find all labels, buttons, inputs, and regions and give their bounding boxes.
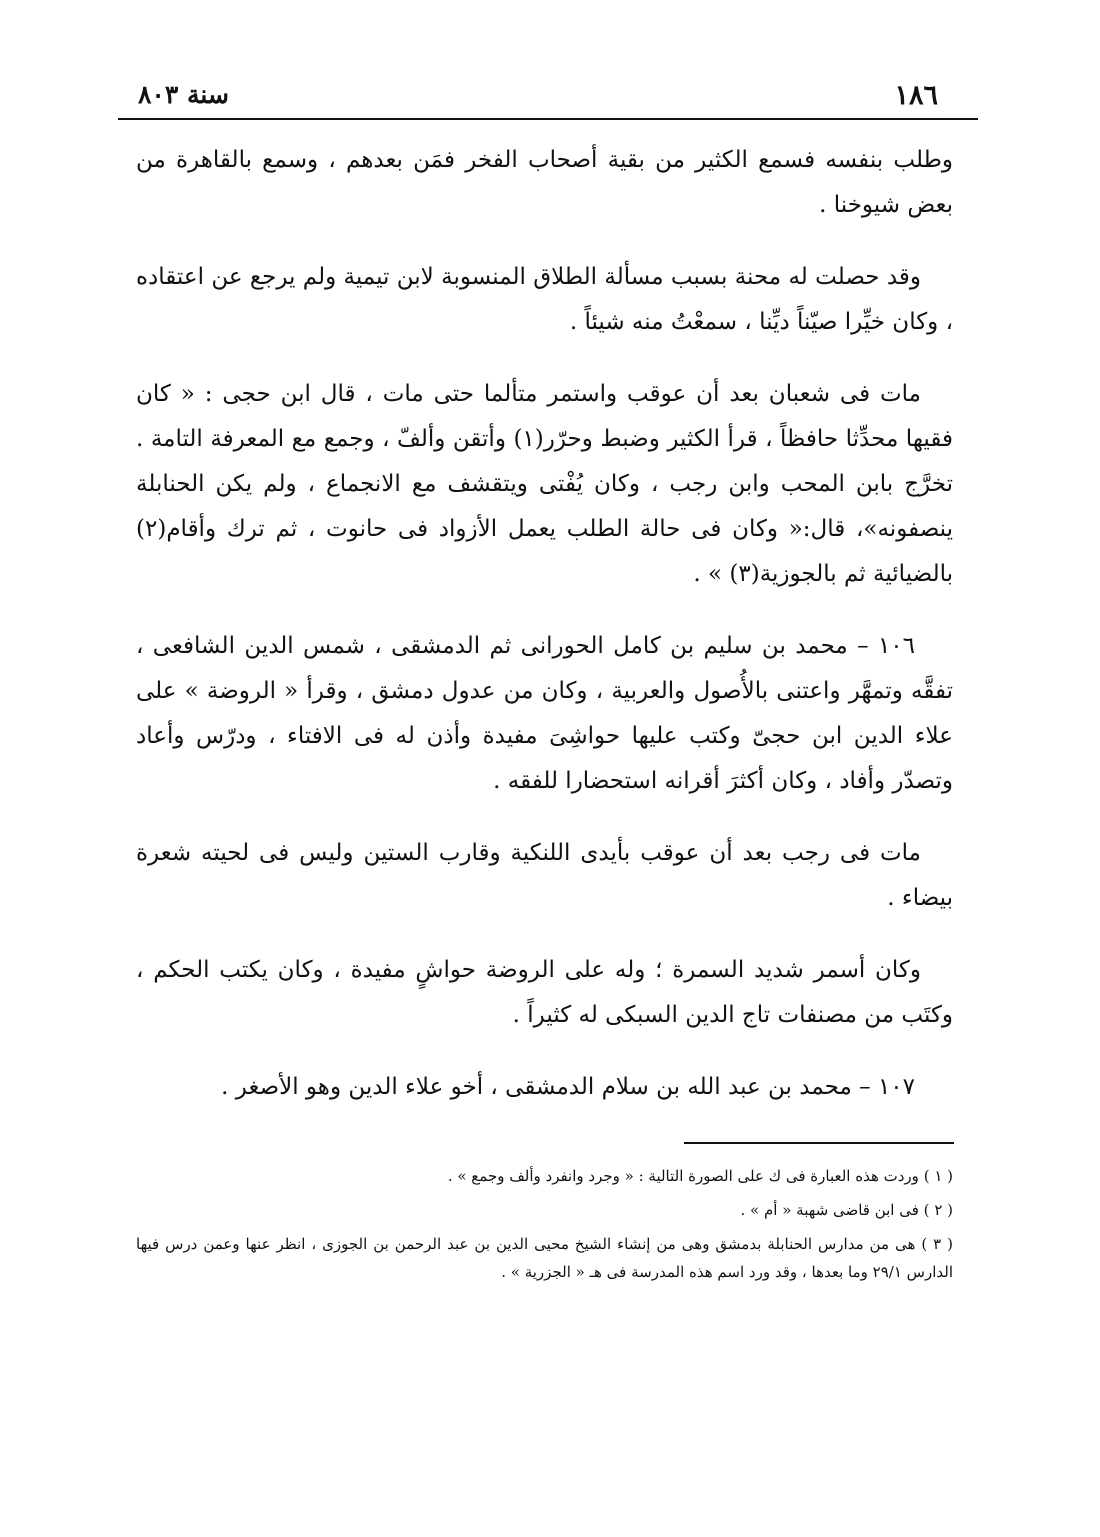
paragraph: مات فى رجب بعد أن عوقب بأيدى اللنكية وقارب الستين وليس فى لحيته شعرة بيضاء . bbox=[136, 840, 953, 911]
paragraph: وطلب بنفسه فسمع الكثير من بقية أصحاب الفخر فمَن بعدهم ، وسمع بالقاهرة من بعض شيوخنا . bbox=[136, 147, 953, 218]
biography-entry-107: ١٠٧ – محمد بن عبد الله بن سلام الدمشقى ، أخو علاء الدين وهو الأصغر . bbox=[221, 1074, 915, 1100]
footnote-2: ( ٢ ) فى ابن قاضى شهبة « أم » . bbox=[740, 1201, 953, 1219]
running-header bbox=[118, 70, 978, 120]
paragraph: مات فى شعبان بعد أن عوقب واستمر متألما حتى مات ، قال ابن حجى : « كان فقيها محدِّثا حافظاً ، قرأ الكثير وضبط وحرّر(١) وأتقن وألفّ ، وجمع مع المعرفة التامة . تخرَّج بابن المحب وابن رجب ، وكان يُفْتى ويتقشف مع الانجماع ، ولم يكن الحنابلة ينصفونه»، قال:« وكان فى حالة الطلب يعمل الأزواد فى حانوت ، ثم ترك وأقام(٢) بالضيائية ثم بالجوزية(٣) » . bbox=[136, 381, 953, 587]
footnotes bbox=[118, 1162, 978, 1286]
biography-entry-106: ١٠٦ – محمد بن سليم بن كامل الحورانى ثم الدمشقى ، شمس الدين الشافعى ، تفقَّه وتمهَّر واعتنى بالأُصول والعربية ، وكان من عدول دمشق ، وقرأ « الروضة » على علاء الدين ابن حجىّ وكتب عليها حواشِىَ مفيدة وأذن له فى الافتاء ، ودرّس وأعاد وتصدّر وأفاد ، وكان أكثرَ أقرانه استحضارا للفقه . bbox=[136, 633, 953, 794]
footnote-divider bbox=[684, 1142, 954, 1144]
page-number: ١٨٦ bbox=[894, 80, 938, 111]
paragraph: وكان أسمر شديد السمرة ؛ وله على الروضة حواشٍ مفيدة ، وكان يكتب الحكم ، وكتَب من مصنفات تاج الدين السبكى له كثيراً . bbox=[136, 957, 953, 1028]
paragraph: وقد حصلت له محنة بسبب مسألة الطلاق المنسوبة لابن تيمية ولم يرجع عن اعتقاده ، وكان خيِّرا صيّناً ديِّنا ، سمعْتُ منه شيئاً . bbox=[136, 264, 953, 335]
footnote-1: ( ١ ) وردت هذه العبارة فى ك على الصورة التالية : « وجرد وانفرد وألف وجمع » . bbox=[447, 1167, 953, 1185]
year-heading: سنة ٨٠٣ bbox=[138, 80, 229, 109]
main-text bbox=[118, 120, 978, 1110]
book-page bbox=[118, 70, 978, 1470]
footnote-3: ( ٣ ) هى من مدارس الحنابلة بدمشق وهى من إنشاء الشيخ محيى الدين بن عبد الرحمن بن الجوزى ، انظر عنها وعمن درس فيها الدارس ٢٩/١ وما بعدها ، وقد ورد اسم هذه المدرسة فى هـ « الجزرية » . bbox=[136, 1235, 953, 1281]
